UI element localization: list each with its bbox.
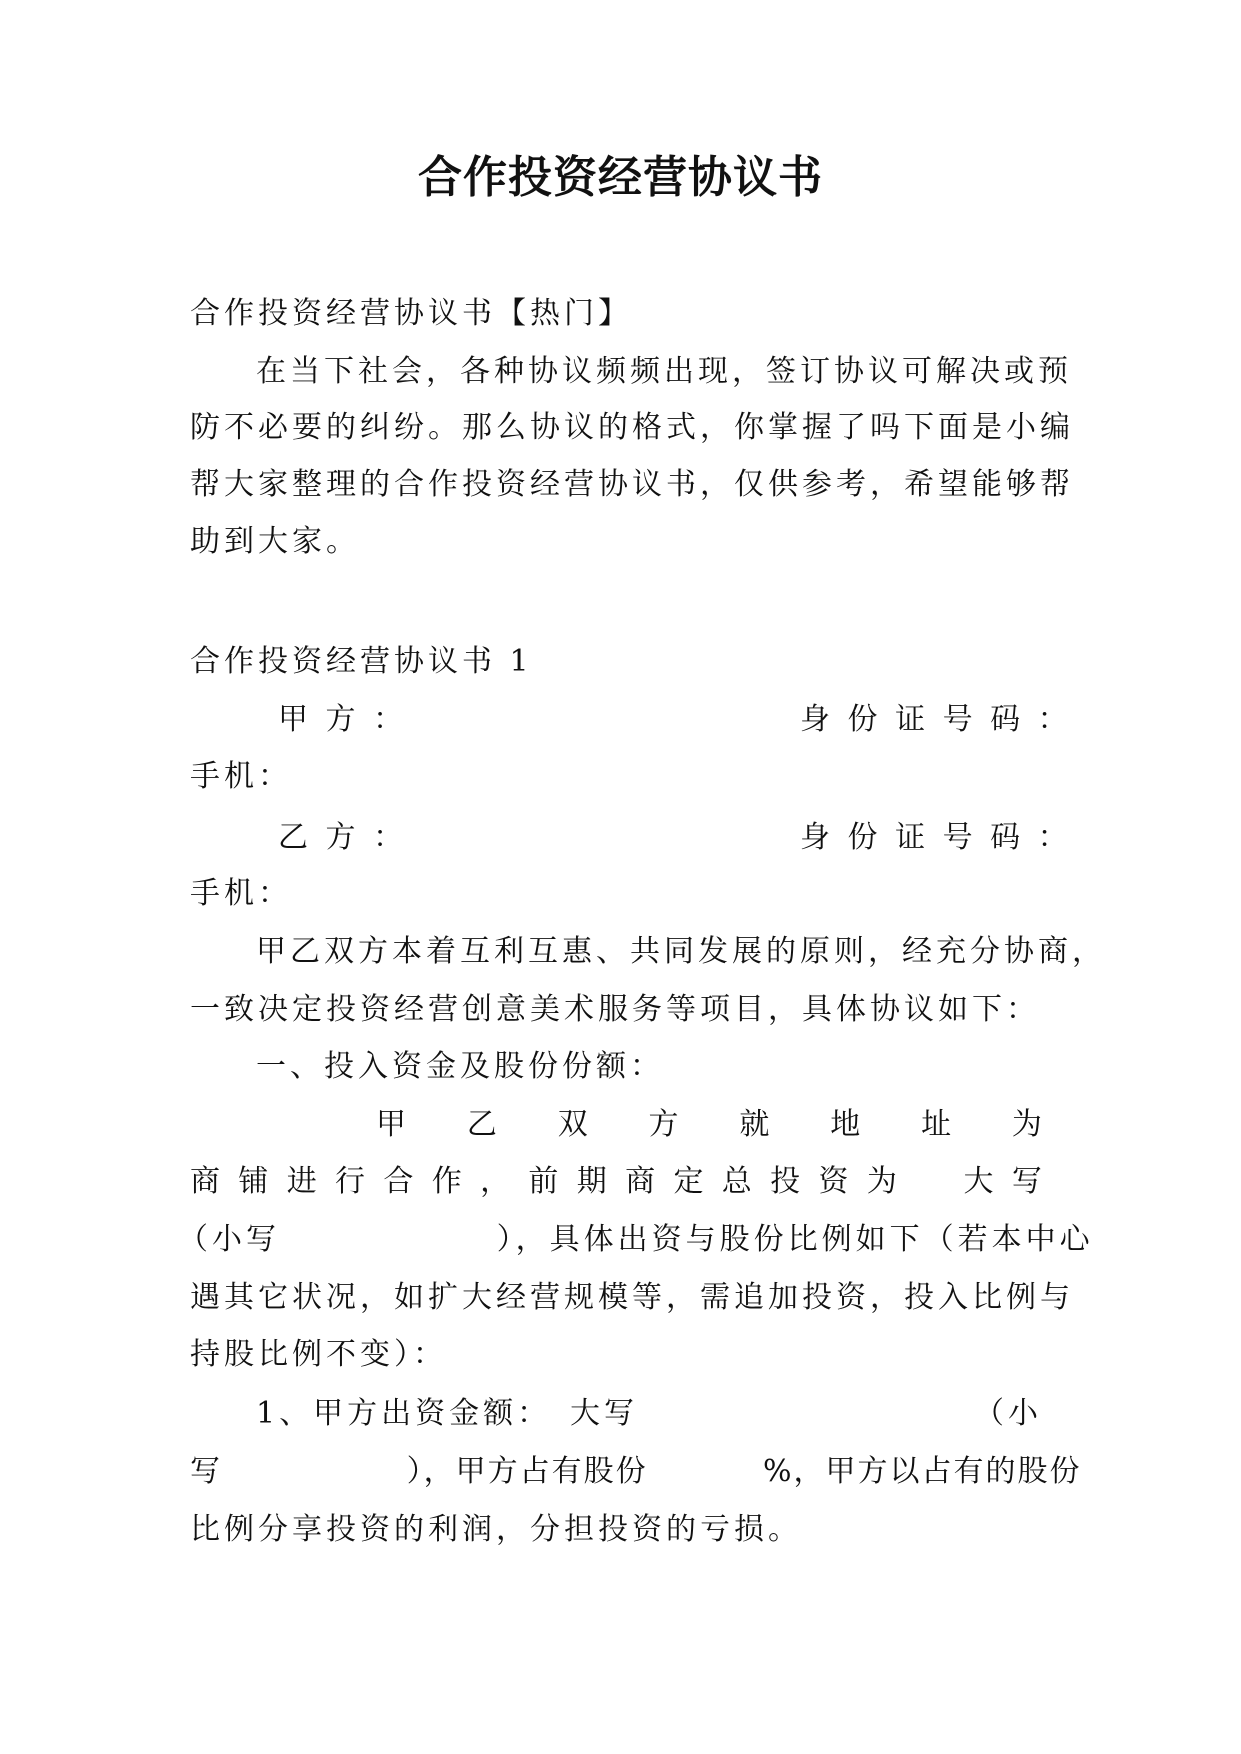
clause-1-line-1-char: 乙	[466, 1107, 497, 1142]
clause-1-line-1-char: 址	[921, 1107, 952, 1142]
item-1-line-2: 写 ），甲方占有股份 %，甲方以占有的股份	[190, 1454, 1082, 1489]
clause-1-line-2-char: 写	[1011, 1164, 1042, 1199]
clause-1-line-1	[376, 1103, 1042, 1147]
clause-1-line-1-char: 双	[557, 1107, 588, 1142]
party-a-label: 甲 方 ：	[278, 702, 408, 737]
item-1-line-1-left: 1、甲方出资金额：	[256, 1396, 552, 1431]
clause-1-line-2-char: 定	[673, 1164, 704, 1199]
intro-line-4: 助到大家。	[190, 524, 360, 559]
clause-1-line-2-char: 大	[963, 1164, 994, 1199]
item-1-line-3: 比例分享投资的利润，分担投资的亏损。	[190, 1512, 802, 1547]
clause-1-line-2-char: 为	[866, 1164, 897, 1199]
clause-1-line-2-gap	[915, 1160, 945, 1204]
clause-1-line-5: 持股比例不变）：	[190, 1337, 447, 1372]
clause-1-line-2-char: ，	[480, 1164, 511, 1199]
party-b-id-label: 身 份 证 号 码 ：	[800, 820, 1072, 855]
clause-1-line-2	[190, 1160, 1042, 1204]
clause-1-line-2-char: 铺	[238, 1164, 269, 1199]
principle-line-1: 甲乙双方本着互利互惠、共同发展的原则，经充分协商，	[256, 934, 1106, 969]
clause-1-heading: 一、投入资金及股份份额：	[256, 1049, 664, 1084]
party-b-phone-label: 手机：	[190, 876, 292, 911]
clause-1-line-2-char: 总	[721, 1164, 752, 1199]
clause-1-line-2-char: 期	[576, 1164, 607, 1199]
clause-1-line-1-char: 方	[648, 1107, 679, 1142]
clause-1-line-2-char: 商	[625, 1164, 656, 1199]
document-subtitle: 合作投资经营协议书【热门】	[190, 296, 632, 331]
clause-1-line-2-char: 资	[818, 1164, 849, 1199]
clause-1-line-3: （小写 ），具体出资与股份比例如下（若本中心	[178, 1222, 1094, 1257]
intro-line-2: 防不必要的纠纷。那么协议的格式，你掌握了吗下面是小编	[190, 410, 1074, 445]
clause-1-line-2-char: 前	[528, 1164, 559, 1199]
clause-1-line-2-char: 合	[383, 1164, 414, 1199]
clause-1-line-2-char: 进	[286, 1164, 317, 1199]
item-1-line-1-mid: 大写	[570, 1396, 638, 1431]
clause-1-line-1-char: 甲	[376, 1107, 406, 1142]
clause-1-line-1-char: 就	[739, 1107, 770, 1142]
clause-1-line-2-char: 行	[335, 1164, 366, 1199]
clause-1-line-4: 遇其它状况，如扩大经营规模等，需追加投资，投入比例与	[190, 1280, 1074, 1315]
clause-1-line-1-char: 地	[830, 1107, 861, 1142]
document-title: 合作投资经营协议书	[418, 152, 823, 203]
clause-1-line-1-char: 为	[1011, 1107, 1042, 1142]
clause-1-line-2-char: 作	[431, 1164, 462, 1199]
item-1-line-1-right: （小	[974, 1396, 1042, 1431]
intro-line-1: 在当下社会，各种协议频频出现，签订协议可解决或预	[256, 354, 1072, 389]
party-b-label: 乙 方 ：	[278, 820, 408, 855]
party-a-id-label: 身 份 证 号 码 ：	[800, 702, 1072, 737]
party-a-phone-label: 手机：	[190, 759, 292, 794]
clause-1-line-2-char: 投	[770, 1164, 801, 1199]
section-title: 合作投资经营协议书 1	[190, 644, 533, 679]
clause-1-line-2-char: 商	[190, 1164, 220, 1199]
principle-line-2: 一致决定投资经营创意美术服务等项目，具体协议如下：	[190, 992, 1040, 1027]
intro-line-3: 帮大家整理的合作投资经营协议书，仅供参考，希望能够帮	[190, 467, 1074, 502]
